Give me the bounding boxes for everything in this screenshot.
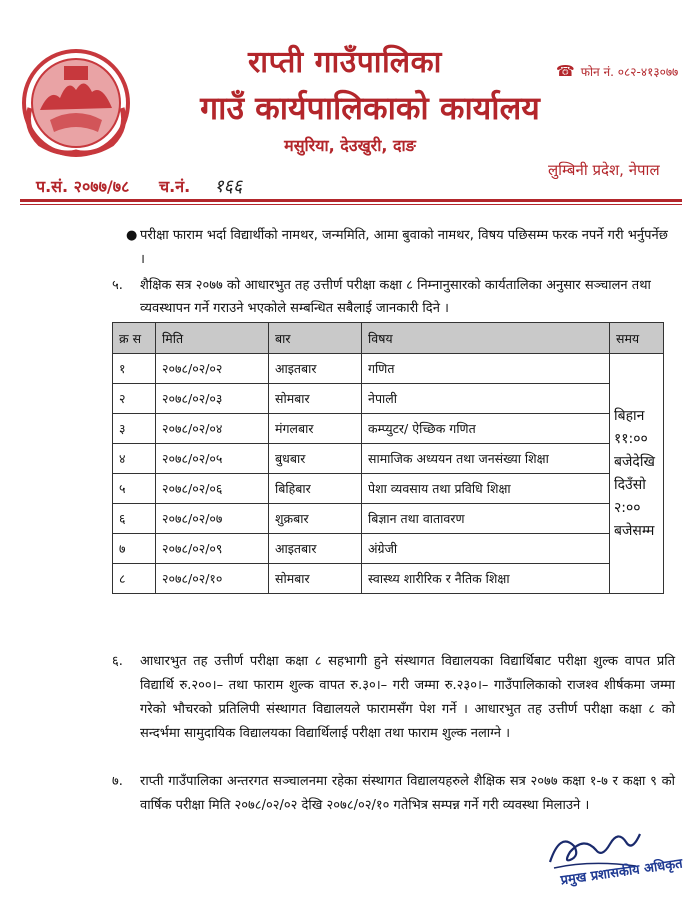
cell-date: २०७८/०२/०५ [156, 444, 269, 474]
cell-serial: २ [113, 384, 156, 414]
cell-subject: सामाजिक अध्ययन तथा जनसंख्या शिक्षा [362, 444, 610, 474]
paragraph-number: ७. [112, 774, 123, 789]
table-row [113, 414, 664, 444]
cell-date: २०७८/०२/१० [156, 564, 269, 594]
paragraph-6 [112, 650, 675, 746]
cell-serial: ५ [113, 474, 156, 504]
province-label: लुम्बिनी प्रदेश, नेपाल [548, 161, 660, 179]
office-title: गाउँ कार्यपालिकाको कार्यालय [200, 89, 540, 127]
table-header-row [113, 323, 664, 354]
nepal-emblem-logo [20, 48, 132, 158]
paragraph-text: आधारभुत तह उत्तीर्ण परीक्षा कक्षा ८ सहभागी हुने संस्थागत विद्यालयका विद्यार्थिबाट परीक्षा शुल्क वापत प्रति विद्यार्थि रु.२००।– तथा फाराम शुल्क वापत रु.३०।– गरी जम्मा रु.२३०।– गाउँपालिकाको राजश्व शीर्षकमा जम्मा गरेको भौचरको प्रतिलिपी संस्थागत विद्यालयले फारामसँग पेश गर्ने । आधारभुत तह उत्तीर्ण परीक्षा कक्षा ८ को सन्दर्भमा सामुदायिक विद्यालयका विद्यार्थिलाई परीक्षा तथा फाराम शुल्क नलाग्ने । [140, 654, 675, 741]
cell-serial: १ [113, 354, 156, 384]
paragraph-text: शैक्षिक सत्र २०७७ को आधारभुत तह उत्तीर्ण परीक्षा कक्षा ८ निम्नानुसारको कार्यतालिका अनुसार सञ्चालन तथा व्यवस्थापन गर्ने गराउने भएकोले सम्बन्धित सबैलाई जानकारी दिने । [140, 278, 651, 316]
cell-day: आइतबार [269, 534, 362, 564]
cell-subject: गणित [362, 354, 610, 384]
table-row [113, 444, 664, 474]
cell-subject: बिज्ञान तथा वातावरण [362, 504, 610, 534]
time-line: बजेसम्म [614, 522, 655, 539]
header-day: बार [269, 323, 362, 354]
cell-subject: स्वास्थ्य शारीरिक र नैतिक शिक्षा [362, 564, 610, 594]
cell-subject: नेपाली [362, 384, 610, 414]
cell-date: २०७८/०२/०७ [156, 504, 269, 534]
header-divider [20, 199, 682, 202]
time-line: बजेदेखि [614, 453, 655, 470]
cell-date: २०७८/०२/०९ [156, 534, 269, 564]
cell-day: आइतबार [269, 354, 362, 384]
cell-date: २०७८/०२/०६ [156, 474, 269, 504]
table-row [113, 564, 664, 594]
time-line: २:०० [614, 499, 641, 516]
time-line: ११:०० [614, 430, 648, 447]
cell-date: २०७८/०२/०२ [156, 354, 269, 384]
cell-subject: अंग्रेजी [362, 534, 610, 564]
phone-number: फोन नं. ०८२-४१३०७७ [580, 65, 679, 79]
cell-date: २०७८/०२/०३ [156, 384, 269, 414]
bullet-icon: ● [126, 228, 138, 243]
cell-serial: ६ [113, 504, 156, 534]
time-line: बिहान [614, 407, 645, 424]
phone-info [556, 62, 678, 80]
paragraph-5 [112, 274, 675, 320]
cell-day: बुधबार [269, 444, 362, 474]
cell-serial: ३ [113, 414, 156, 444]
official-stamp: प्रमुख प्रशासकीय अधिकृत [559, 856, 684, 889]
reference-line [36, 174, 266, 198]
ch-number-label: च.नं. [158, 177, 191, 196]
table-row [113, 504, 664, 534]
table-row [113, 474, 664, 504]
cell-serial: ८ [113, 564, 156, 594]
cell-subject: कम्प्युटर/ ऐच्छिक गणित [362, 414, 610, 444]
paragraph-text: राप्ती गाउँपालिका अन्तरगत सञ्चालनमा रहेका संस्थागत विद्यालयहरुले शैक्षिक सत्र २०७७ कक्षा १-७ र कक्षा ९ को वार्षिक परीक्षा मिति २०७८/०२/०२ देखि २०७८/०२/१० गतेभित्र सम्पन्न गर्ने गरी व्यवस्था मिलाउने । [140, 774, 675, 813]
time-line: दिउँसो [614, 476, 646, 493]
header-serial: क्र स [113, 323, 156, 354]
cell-subject: पेशा व्यवसाय तथा प्रविधि शिक्षा [362, 474, 610, 504]
telephone-icon: ☎ [556, 62, 575, 80]
header-time: समय [610, 323, 664, 354]
office-address: मसुरिया, देउखुरी, दाङ [284, 136, 416, 155]
cell-date: २०७८/०२/०४ [156, 414, 269, 444]
ch-number-value: १६६ [214, 176, 243, 197]
table-row [113, 384, 664, 414]
cell-day: बिहिबार [269, 474, 362, 504]
paragraph-number: ५. [112, 278, 123, 293]
bullet-note [126, 224, 675, 272]
municipality-name: राप्ती गाउँपालिका [248, 45, 442, 80]
cell-day: सोमबार [269, 384, 362, 414]
cell-day: सोमबार [269, 564, 362, 594]
header-date: मिति [156, 323, 269, 354]
table-row [113, 354, 664, 384]
cell-time [610, 354, 664, 594]
header-divider-thin [20, 204, 682, 205]
paragraph-7 [112, 770, 675, 818]
header-subject: विषय [362, 323, 610, 354]
ps-number: प.सं. २०७७/७८ [36, 177, 130, 196]
bullet-text: परीक्षा फाराम भर्दा विद्यार्थीको नामथर, जन्ममिति, आमा बुवाको नामथर, विषय पछिसम्म फरक नपर्ने गरी भर्नुपर्नेछ । [140, 228, 668, 267]
exam-schedule-table [112, 322, 664, 594]
cell-day: शुक्रबार [269, 504, 362, 534]
cell-day: मंगलबार [269, 414, 362, 444]
cell-serial: ७ [113, 534, 156, 564]
paragraph-number: ६. [112, 654, 123, 669]
table-row [113, 534, 664, 564]
cell-serial: ४ [113, 444, 156, 474]
